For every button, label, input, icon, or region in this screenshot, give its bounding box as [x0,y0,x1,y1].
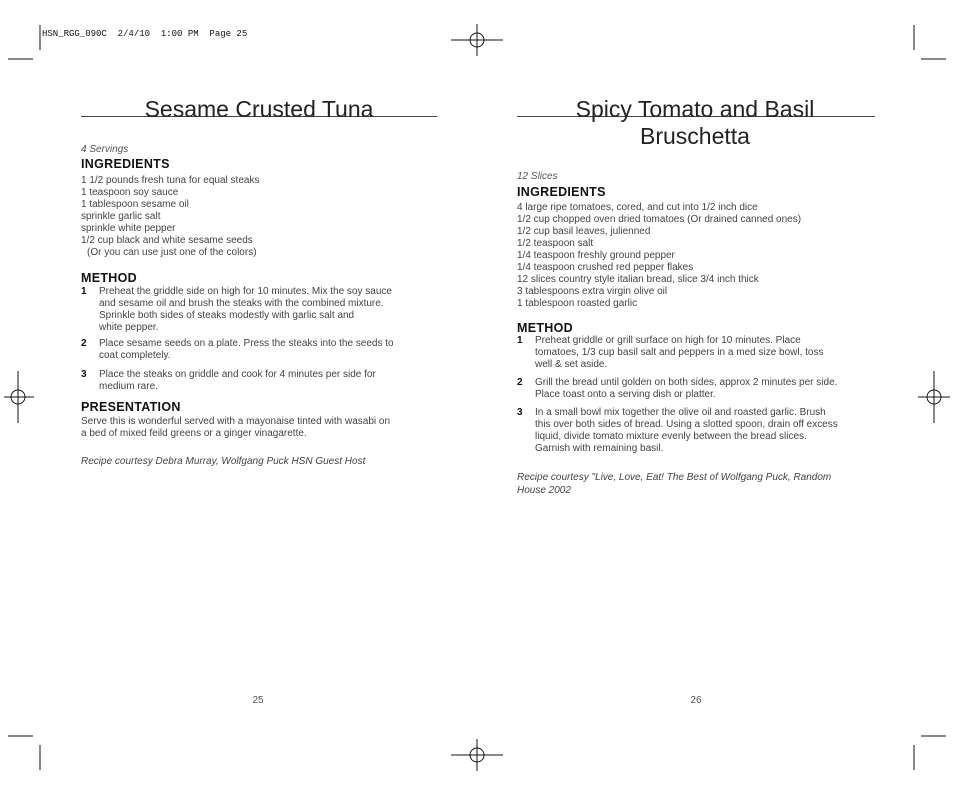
ingredient-item: 1/2 cup black and white sesame seeds [81,235,253,246]
ingredient-item: 1/2 cup basil leaves, julienned [517,226,651,237]
ingredient-item: 1/2 cup chopped oven dried tomatoes (Or drained canned ones) [517,214,802,225]
step-number: 3 [517,407,523,418]
step-number: 2 [81,338,87,349]
step-text: Place the steaks on griddle and cook for 4 minutes per side for [99,369,376,380]
ingredient-item: 1 1/2 pounds fresh tuna for equal steaks [81,175,260,186]
servings: 4 Servings [81,144,129,155]
presentation-line: a bed of mixed feild greens or a ginger vinagarette. [81,428,307,439]
presentation-line: Serve this is wonderful served with a mayonaise tinted with wasabi on [81,416,391,427]
step-number: 1 [517,335,523,346]
method-step [81,369,437,393]
step-text: white pepper. [99,322,159,333]
step-text: this over both sides of bread. Using a slotted spoon, drain off excess [535,419,838,430]
step-text: tomatoes, 1/3 cup basil salt and peppers in a med size bowl, toss [535,347,824,358]
method-step [517,407,873,455]
step-text: coat completely. [99,350,171,361]
recipe-credit [81,455,437,468]
ingredient-item: 1 teaspoon soy sauce [81,187,179,198]
step-text: well & set aside. [535,359,608,370]
step-text: Place toast onto a serving dish or platter. [535,389,716,400]
ingredient-item: 3 tablespoons extra virgin olive oil [517,286,668,297]
step-text: Garnish with remaining basil. [535,443,664,454]
ingredient-item: 1/4 teaspoon freshly ground pepper [517,250,675,261]
ingredient-item: sprinkle garlic salt [81,211,161,222]
step-text: liquid, divide tomato mixture evenly between the bread slices. [535,431,807,442]
ingredients-heading: INGREDIENTS [517,185,606,199]
method-steps [81,286,437,393]
title-line: Bruschetta [640,123,750,149]
presentation-text [81,416,437,440]
servings: 12 Slices [517,171,558,182]
ingredient-item: 1/2 teaspoon salt [517,238,594,249]
credit-line: House 2002 [517,485,571,496]
ingredient-item: (Or you can use just one of the colors) [87,247,257,258]
step-text: medium rare. [99,381,158,392]
method-step [81,286,437,334]
method-steps [517,335,873,455]
method-step [81,338,437,362]
step-text: and sesame oil and brush the steaks with the combined mixture. [99,298,384,309]
method-step [517,377,873,401]
step-text: In a small bowl mix together the olive oil and roasted garlic. Brush [535,407,826,418]
ingredients-heading: INGREDIENTS [81,157,170,171]
step-text: Place sesame seeds on a plate. Press the steaks into the seeds to [99,338,394,349]
recipe-title [517,96,873,150]
credit-line: Recipe courtesy "Live, Love, Eat! The Best of Wolfgang Puck, Random [517,472,832,483]
step-text: Grill the bread until golden on both sides, approx 2 minutes per side. [535,377,838,388]
step-text: Preheat the griddle side on high for 10 minutes. Mix the soy sauce [99,286,392,297]
page-number: 25 [252,695,264,706]
left-page [81,90,437,468]
step-text: Sprinkle both sides of steaks modestly with garlic salt and [99,310,355,321]
ingredient-item: 1 tablespoon roasted garlic [517,298,638,309]
print-slug: HSN_RGG_090C 2/4/10 1:00 PM Page 25 [42,29,248,39]
ingredients-list [81,175,437,259]
step-number: 3 [81,369,87,380]
ingredient-item: 4 large ripe tomatoes, cored, and cut into 1/2 inch dice [517,202,758,213]
presentation-heading: PRESENTATION [81,400,181,414]
credit-line: Recipe courtesy Debra Murray, Wolfgang Puck HSN Guest Host [81,456,366,467]
method-heading: METHOD [81,271,137,285]
title-line: Spicy Tomato and Basil [575,96,815,122]
recipe-title: Sesame Crusted Tuna [144,96,374,122]
step-number: 1 [81,286,87,297]
ingredient-item: 1 tablespoon sesame oil [81,199,189,210]
method-step [517,335,873,371]
ingredient-item: 1/4 teaspoon crushed red pepper flakes [517,262,694,273]
page-number: 26 [690,695,702,706]
ingredient-item: sprinkle white pepper [81,223,176,234]
method-heading: METHOD [517,321,573,335]
right-page [517,90,873,497]
recipe-credit [517,471,873,497]
ingredient-item: 12 slices country style italian bread, slice 3/4 inch thick [517,274,759,285]
step-number: 2 [517,377,523,388]
step-text: Preheat griddle or grill surface on high for 10 minutes. Place [535,335,801,346]
ingredients-list [517,202,873,310]
